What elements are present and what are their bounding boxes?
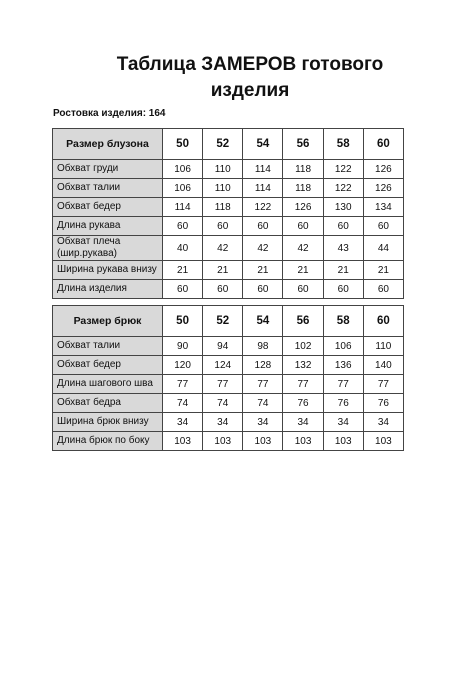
row-label: Обхват плеча (шир.рукава) <box>53 236 163 261</box>
measurement-cell: 77 <box>163 375 203 394</box>
measurement-cell: 60 <box>203 280 243 299</box>
measurement-cell: 42 <box>243 236 283 261</box>
measurement-cell: 118 <box>203 198 243 217</box>
size-header: 58 <box>323 306 363 337</box>
header-label: Размер брюк <box>53 306 163 337</box>
measurement-cell: 77 <box>363 375 403 394</box>
blouson-size-table <box>52 128 404 299</box>
row-label: Длина изделия <box>53 280 163 299</box>
measurement-cell: 106 <box>163 160 203 179</box>
size-header: 50 <box>163 306 203 337</box>
measurement-cell: 114 <box>243 179 283 198</box>
measurement-cell: 106 <box>323 337 363 356</box>
measurement-cell: 103 <box>243 432 283 451</box>
size-header: 56 <box>283 129 323 160</box>
measurement-cell: 74 <box>163 394 203 413</box>
page-title <box>0 52 460 104</box>
table-header-row <box>53 129 404 160</box>
row-label: Длина рукава <box>53 217 163 236</box>
measurement-cell: 126 <box>283 198 323 217</box>
measurement-cell: 60 <box>283 217 323 236</box>
measurement-cell: 60 <box>283 280 323 299</box>
measurement-cell: 77 <box>203 375 243 394</box>
title-line-2: изделия <box>210 80 290 101</box>
size-header: 52 <box>203 129 243 160</box>
measurement-cell: 42 <box>203 236 243 261</box>
row-label: Обхват груди <box>53 160 163 179</box>
measurement-cell: 94 <box>203 337 243 356</box>
measurement-cell: 21 <box>243 261 283 280</box>
measurement-cell: 60 <box>203 217 243 236</box>
size-header: 54 <box>243 306 283 337</box>
measurement-cell: 103 <box>163 432 203 451</box>
table-row <box>53 280 404 299</box>
measurement-cell: 60 <box>323 217 363 236</box>
row-label: Обхват талии <box>53 337 163 356</box>
measurement-cell: 34 <box>363 413 403 432</box>
measurement-cell: 77 <box>323 375 363 394</box>
measurement-cell: 103 <box>203 432 243 451</box>
measurement-cell: 130 <box>323 198 363 217</box>
measurement-cell: 34 <box>283 413 323 432</box>
measurement-cell: 60 <box>243 217 283 236</box>
table-row <box>53 198 404 217</box>
table-row <box>53 160 404 179</box>
table-row <box>53 394 404 413</box>
measurement-cell: 43 <box>323 236 363 261</box>
measurement-cell: 21 <box>323 261 363 280</box>
measurement-cell: 122 <box>323 160 363 179</box>
size-header: 56 <box>283 306 323 337</box>
measurement-cell: 60 <box>163 217 203 236</box>
size-header: 50 <box>163 129 203 160</box>
row-label: Обхват бедер <box>53 356 163 375</box>
measurement-cell: 74 <box>203 394 243 413</box>
measurement-cell: 122 <box>323 179 363 198</box>
measurement-cell: 132 <box>283 356 323 375</box>
measurement-cell: 140 <box>363 356 403 375</box>
table-header-row <box>53 306 404 337</box>
table-row <box>53 432 404 451</box>
header-label: Размер блузона <box>53 129 163 160</box>
measurement-cell: 60 <box>363 280 403 299</box>
measurement-cell: 114 <box>163 198 203 217</box>
measurement-cell: 136 <box>323 356 363 375</box>
measurement-cell: 60 <box>363 217 403 236</box>
measurement-cell: 76 <box>363 394 403 413</box>
measurement-cell: 126 <box>363 160 403 179</box>
table-row <box>53 337 404 356</box>
measurement-cell: 21 <box>203 261 243 280</box>
measurement-cell: 90 <box>163 337 203 356</box>
table-row <box>53 375 404 394</box>
measurement-cell: 42 <box>283 236 323 261</box>
measurement-cell: 134 <box>363 198 403 217</box>
measurement-cell: 34 <box>323 413 363 432</box>
table-row <box>53 356 404 375</box>
row-label: Ширина рукава внизу <box>53 261 163 280</box>
table-row <box>53 217 404 236</box>
measurement-cell: 60 <box>243 280 283 299</box>
size-header: 60 <box>363 306 403 337</box>
table-row <box>53 236 404 261</box>
table-row <box>53 179 404 198</box>
measurement-cell: 114 <box>243 160 283 179</box>
title-line-1: Таблица ЗАМЕРОВ готового <box>116 54 384 75</box>
measurement-cell: 110 <box>203 160 243 179</box>
measurement-cell: 77 <box>243 375 283 394</box>
measurement-cell: 21 <box>363 261 403 280</box>
measurement-cell: 60 <box>163 280 203 299</box>
measurement-cell: 44 <box>363 236 403 261</box>
measurement-cell: 120 <box>163 356 203 375</box>
size-header: 58 <box>323 129 363 160</box>
measurement-cell: 98 <box>243 337 283 356</box>
measurement-cell: 102 <box>283 337 323 356</box>
measurement-cell: 110 <box>363 337 403 356</box>
measurement-cell: 21 <box>163 261 203 280</box>
measurement-cell: 40 <box>163 236 203 261</box>
measurement-cell: 76 <box>283 394 323 413</box>
row-label: Обхват бедер <box>53 198 163 217</box>
measurement-cell: 76 <box>323 394 363 413</box>
size-header: 52 <box>203 306 243 337</box>
measurement-cell: 77 <box>283 375 323 394</box>
row-label: Обхват талии <box>53 179 163 198</box>
measurement-cell: 126 <box>363 179 403 198</box>
measurement-cell: 74 <box>243 394 283 413</box>
trousers-size-table <box>52 305 404 451</box>
measurement-cell: 34 <box>163 413 203 432</box>
size-header: 54 <box>243 129 283 160</box>
row-label: Длина брюк по боку <box>53 432 163 451</box>
height-subtitle: Ростовка изделия: 164 <box>53 108 166 119</box>
measurement-cell: 34 <box>203 413 243 432</box>
measurement-cell: 118 <box>283 179 323 198</box>
size-header: 60 <box>363 129 403 160</box>
measurement-cell: 60 <box>323 280 363 299</box>
row-label: Обхват бедра <box>53 394 163 413</box>
measurement-cell: 103 <box>283 432 323 451</box>
measurement-cell: 106 <box>163 179 203 198</box>
measurement-cell: 128 <box>243 356 283 375</box>
table-row <box>53 261 404 280</box>
measurement-cell: 118 <box>283 160 323 179</box>
measurement-cell: 110 <box>203 179 243 198</box>
row-label: Длина шагового шва <box>53 375 163 394</box>
table-row <box>53 413 404 432</box>
measurement-cell: 103 <box>323 432 363 451</box>
measurement-cell: 122 <box>243 198 283 217</box>
measurement-cell: 124 <box>203 356 243 375</box>
measurement-cell: 34 <box>243 413 283 432</box>
row-label: Ширина брюк внизу <box>53 413 163 432</box>
measurement-cell: 103 <box>363 432 403 451</box>
measurement-cell: 21 <box>283 261 323 280</box>
